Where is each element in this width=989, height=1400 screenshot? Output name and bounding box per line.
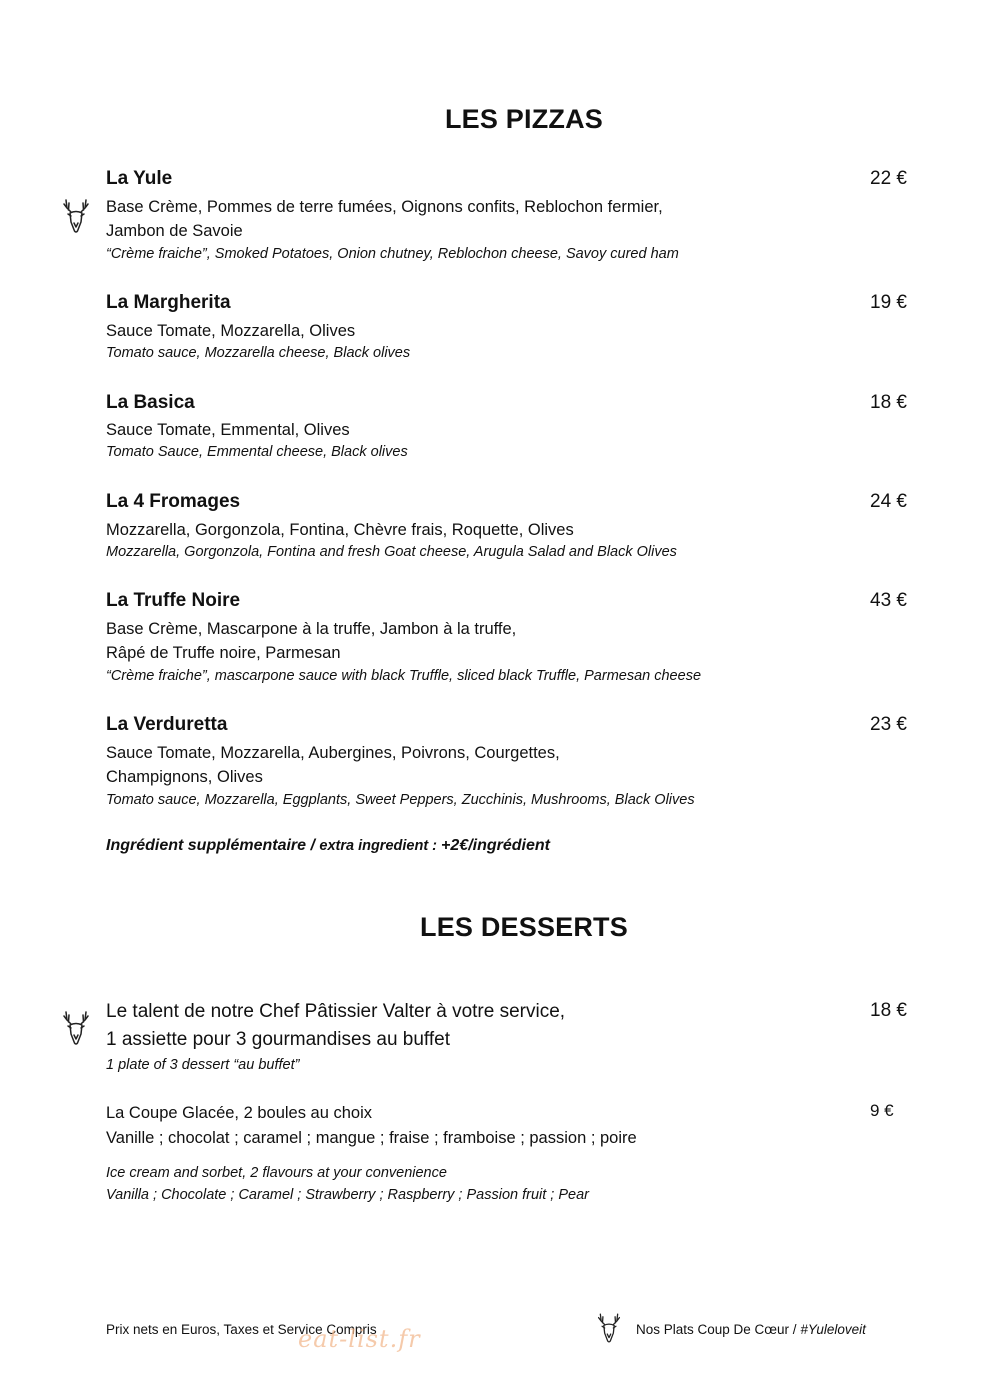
extra-ingredient-price: +2€/ingrédient <box>441 837 550 854</box>
pizza-name: La 4 Fromages <box>106 491 241 512</box>
pizza-description-en: Tomato sauce, Mozzarella, Eggplants, Sweet Peppers, Zucchinis, Mushrooms, Black Olives <box>106 792 695 808</box>
extra-ingredient-fr: Ingrédient supplémentaire / <box>106 837 320 854</box>
extra-ingredient-en: extra ingredient : <box>319 838 442 854</box>
pizza-price: 18 € <box>870 392 907 413</box>
desserts-section-title: LES DESSERTS <box>420 912 628 942</box>
pizza-description-fr: Mozzarella, Gorgonzola, Fontina, Chèvre frais, Roquette, Olives <box>106 521 574 539</box>
dessert-description-en: Ice cream and sorbet, 2 flavours at your convenience <box>106 1165 447 1181</box>
watermark: eat-list.fr <box>298 1325 421 1353</box>
pizza-price: 24 € <box>870 491 907 512</box>
pizza-description-fr: Base Crème, Mascarpone à la truffe, Jambon à la truffe, <box>106 620 517 638</box>
footer-favorites-note <box>636 1322 866 1337</box>
deer-head-icon <box>61 1006 91 1050</box>
pizza-name: La Truffe Noire <box>106 590 241 611</box>
pizza-name: La Verduretta <box>106 714 228 735</box>
pizzas-section-title: LES PIZZAS <box>444 104 603 134</box>
deer-head-icon <box>596 1308 622 1348</box>
pizza-price: 23 € <box>870 714 907 735</box>
dessert-description-fr: Le talent de notre Chef Pâtissier Valter à votre service, <box>106 1001 566 1022</box>
deer-head-icon <box>61 194 91 238</box>
footer-favorites-label: Nos Plats Coup De Cœur / <box>636 1322 801 1337</box>
pizza-price: 43 € <box>870 590 907 611</box>
footer-hashtag: #Yuleloveit <box>800 1322 866 1337</box>
footer-price-note: Prix nets en Euros, Taxes et Service Compris <box>106 1322 377 1337</box>
dessert-flavours-en: Vanilla ; Chocolate ; Caramel ; Strawberry ; Raspberry ; Passion fruit ; Pear <box>106 1187 589 1203</box>
pizza-description-en: Tomato Sauce, Emmental cheese, Black olives <box>106 444 408 460</box>
pizza-name: La Basica <box>106 392 195 413</box>
pizza-description-fr: Base Crème, Pommes de terre fumées, Oignons confits, Reblochon fermier, <box>106 198 663 216</box>
pizza-name: La Margherita <box>106 292 231 313</box>
pizza-description-fr: Sauce Tomate, Mozzarella, Aubergines, Poivrons, Courgettes, <box>106 744 560 762</box>
dessert-description-en: 1 plate of 3 dessert “au buffet” <box>106 1057 300 1073</box>
extra-ingredient-note <box>106 837 550 855</box>
pizza-price: 22 € <box>870 168 907 189</box>
dessert-price: 9 € <box>870 1101 894 1120</box>
pizza-description-fr: Champignons, Olives <box>106 768 263 786</box>
pizza-description-fr: Jambon de Savoie <box>106 222 243 240</box>
pizza-description-fr: Râpé de Truffe noire, Parmesan <box>106 644 341 662</box>
pizza-description-en: Mozzarella, Gorgonzola, Fontina and fresh Goat cheese, Arugula Salad and Black Olives <box>106 544 677 560</box>
pizza-description-fr: Sauce Tomate, Mozzarella, Olives <box>106 322 356 340</box>
pizza-name: La Yule <box>106 168 173 189</box>
pizza-description-en: Tomato sauce, Mozzarella cheese, Black olives <box>106 345 411 361</box>
dessert-description-fr: 1 assiette pour 3 gourmandises au buffet <box>106 1029 450 1050</box>
pizza-description-en: “Crème fraiche”, Smoked Potatoes, Onion chutney, Reblochon cheese, Savoy cured ham <box>106 246 679 262</box>
pizza-price: 19 € <box>870 292 907 313</box>
dessert-price: 18 € <box>870 1000 907 1021</box>
pizza-description-fr: Sauce Tomate, Emmental, Olives <box>106 421 350 439</box>
pizza-description-en: “Crème fraiche”, mascarpone sauce with black Truffle, sliced black Truffle, Parmesan cheese <box>106 668 702 684</box>
dessert-description-fr: La Coupe Glacée, 2 boules au choix <box>106 1104 373 1122</box>
dessert-flavours-fr: Vanille ; chocolat ; caramel ; mangue ; fraise ; framboise ; passion ; poire <box>106 1129 637 1147</box>
